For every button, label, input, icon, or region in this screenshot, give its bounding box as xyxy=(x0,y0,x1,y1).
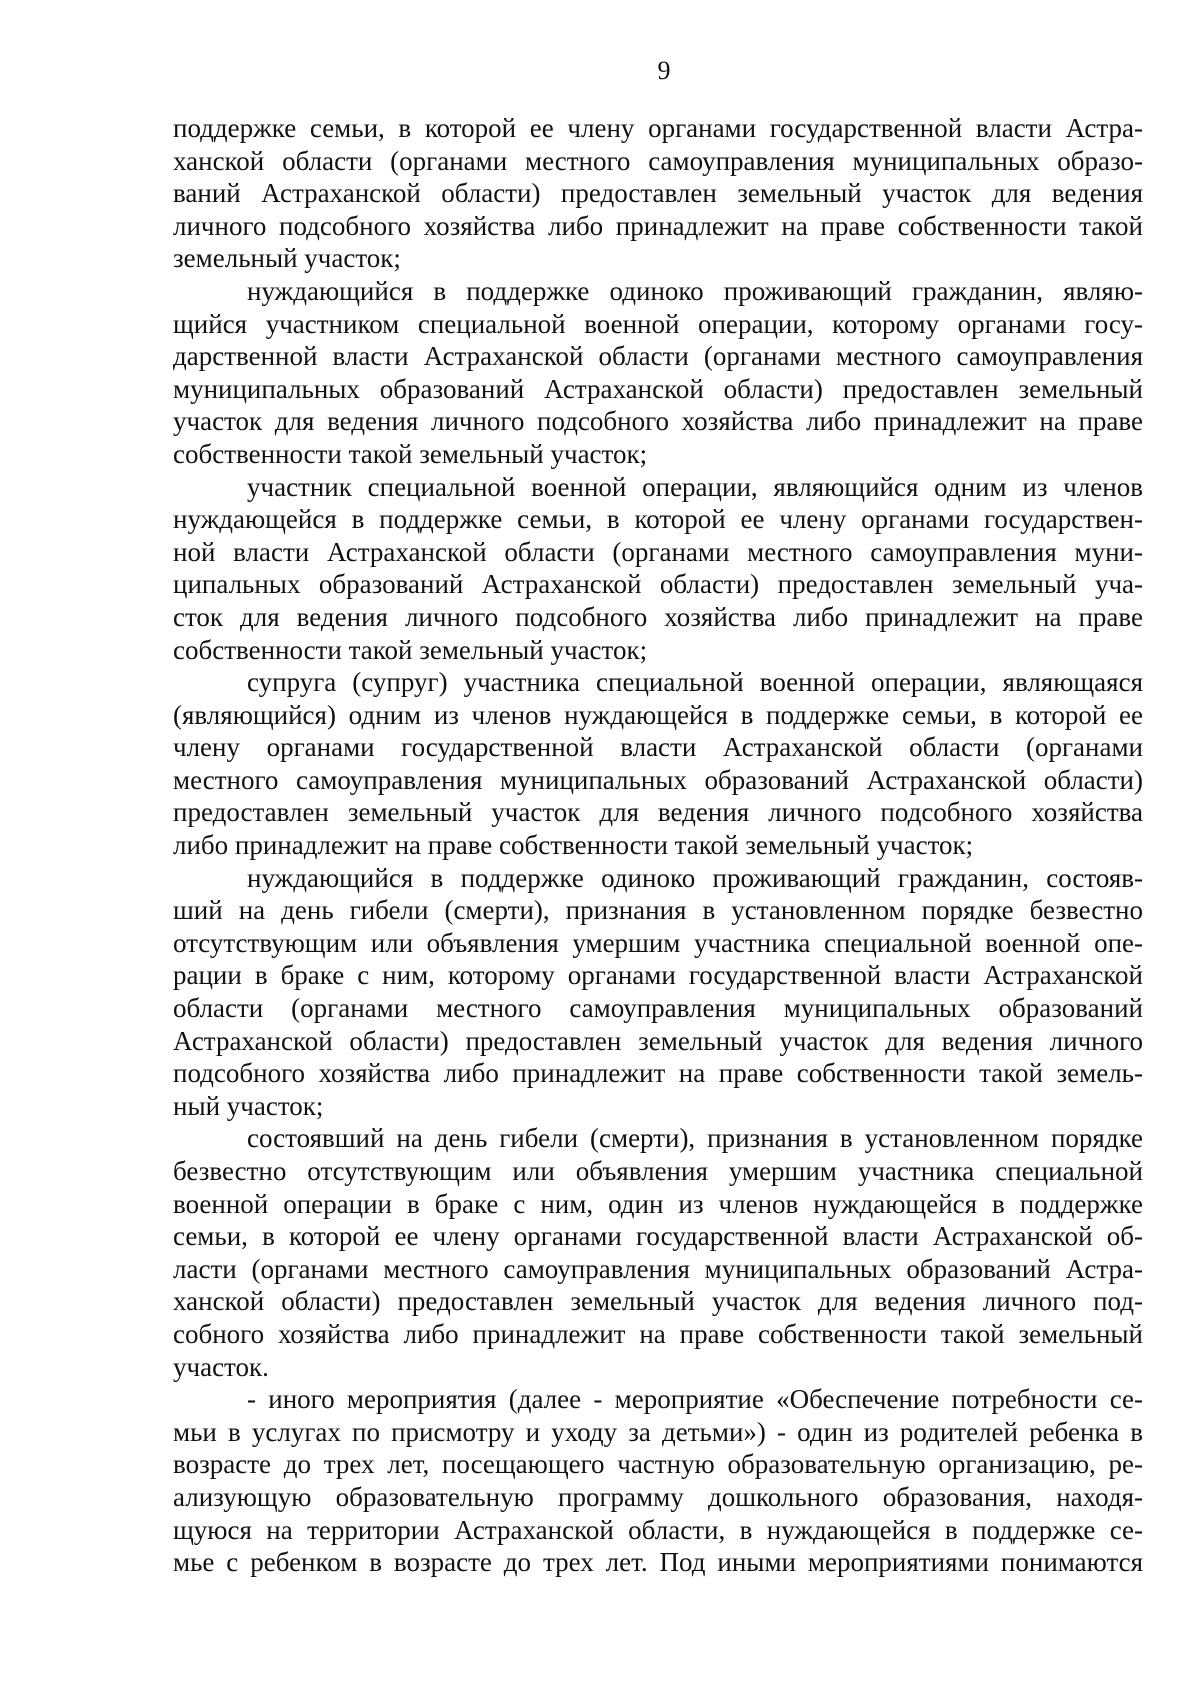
text-line: щуюся на территории Астраханской области, в нуждающейся в поддержке се- xyxy=(173,1514,1143,1545)
text-line: мьи в услугах по присмотру и уходу за детьми») - один из родителей ребенка в xyxy=(173,1416,1143,1447)
text-line: отсутствующим или объявления умершим участника специальной военной опе- xyxy=(173,927,1143,958)
text-line: участок. xyxy=(173,1351,269,1382)
text-line: ной власти Астраханской области (органами местного самоуправления муни- xyxy=(173,536,1143,567)
text-line: возрасте до трех лет, посещающего частную образовательную организацию, ре- xyxy=(173,1449,1143,1480)
text-line: сток для ведения личного подсобного хозяйства либо принадлежит на праве xyxy=(173,601,1143,632)
text-line: супруга (супруг) участника специальной военной операции, являющаяся xyxy=(247,667,1143,698)
body-text xyxy=(173,112,1143,1579)
text-line: семьи, в которой ее члену органами государственной власти Астраханской об- xyxy=(173,1221,1143,1252)
text-line: личного подсобного хозяйства либо принадлежит на праве собственности такой xyxy=(173,210,1143,241)
text-line: мье с ребенком в возрасте до трех лет. Под иными мероприятиями понимаются xyxy=(173,1547,1143,1578)
text-line: подсобного хозяйства либо принадлежит на праве собственности такой земель- xyxy=(173,1058,1143,1089)
text-line: щийся участником специальной военной операции, которому органами госу- xyxy=(173,308,1143,339)
text-line: ный участок; xyxy=(173,1090,324,1121)
text-line: нуждающийся в поддержке одиноко проживающий гражданин, являю- xyxy=(247,275,1143,306)
text-line: ципальных образований Астраханской области) предоставлен земельный уча- xyxy=(173,569,1143,600)
text-line: области (органами местного самоуправления муниципальных образований xyxy=(173,993,1143,1024)
text-line: состоявший на день гибели (смерти), признания в установленном порядке xyxy=(247,1123,1143,1154)
text-line: муниципальных образований Астраханской области) предоставлен земельный xyxy=(173,373,1143,404)
text-line: ший на день гибели (смерти), признания в установленном порядке безвестно xyxy=(173,895,1143,926)
text-line: нуждающийся в поддержке одиноко проживающий гражданин, состояв- xyxy=(247,862,1143,893)
text-line: предоставлен земельный участок для ведения личного подсобного хозяйства xyxy=(173,797,1143,828)
text-line: - иного мероприятия (далее - мероприятие «Обеспечение потребности се- xyxy=(247,1384,1143,1415)
text-line: ваний Астраханской области) предоставлен земельный участок для ведения xyxy=(173,178,1143,209)
text-line: собственности такой земельный участок; xyxy=(173,438,648,469)
text-line: либо принадлежит на праве собственности такой земельный участок; xyxy=(173,830,974,861)
text-line: собственности такой земельный участок; xyxy=(173,634,648,665)
text-line: члену органами государственной власти Астраханской области (органами xyxy=(173,732,1143,763)
text-line: Астраханской области) предоставлен земельный участок для ведения личного xyxy=(173,1025,1143,1056)
text-line: ханской области) предоставлен земельный участок для ведения личного под- xyxy=(173,1286,1143,1317)
text-line: ханской области (органами местного самоуправления муниципальных образо- xyxy=(173,145,1143,176)
text-line: ализующую образовательную программу дошкольного образования, находя- xyxy=(173,1481,1143,1512)
text-line: дарственной власти Астраханской области (органами местного самоуправления xyxy=(173,341,1143,372)
text-line: рации в браке с ним, которому органами государственной власти Астраханской xyxy=(173,960,1143,991)
text-line: участок для ведения личного подсобного хозяйства либо принадлежит на праве xyxy=(173,406,1143,437)
text-line: участник специальной военной операции, являющийся одним из членов xyxy=(247,471,1143,502)
text-line: местного самоуправления муниципальных образований Астраханской области) xyxy=(173,764,1143,795)
text-line: ласти (органами местного самоуправления муниципальных образований Астра- xyxy=(173,1253,1143,1284)
page-number: 9 xyxy=(657,56,671,85)
text-line: земельный участок; xyxy=(173,243,401,274)
text-line: нуждающейся в поддержке семьи, в которой ее члену органами государствен- xyxy=(173,504,1143,535)
text-line: поддержке семьи, в которой ее члену органами государственной власти Астра- xyxy=(173,113,1143,143)
text-line: военной операции в браке с ним, один из членов нуждающейся в поддержке xyxy=(173,1188,1143,1219)
text-line: (являющийся) одним из членов нуждающейся в поддержке семьи, в которой ее xyxy=(173,699,1143,730)
text-line: безвестно отсутствующим или объявления умершим участника специальной xyxy=(173,1156,1143,1186)
text-line: собного хозяйства либо принадлежит на праве собственности такой земельный xyxy=(173,1318,1143,1349)
